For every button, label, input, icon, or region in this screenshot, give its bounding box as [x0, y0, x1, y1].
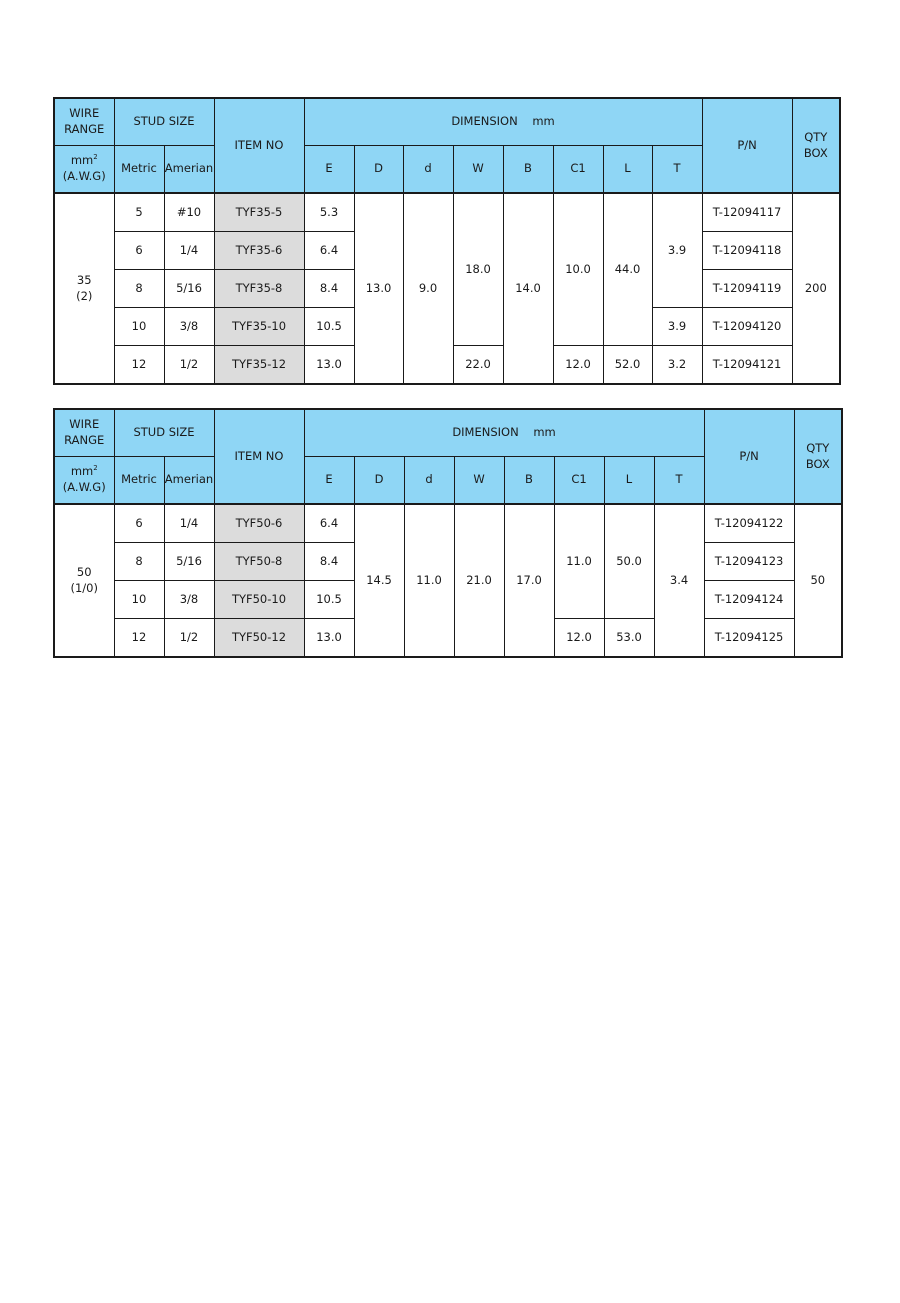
dim-t-cell: 3.9 — [652, 308, 702, 346]
dim-w-header: W — [454, 457, 504, 505]
metric-cell: 6 — [114, 504, 164, 543]
dim-e-cell: 6.4 — [304, 232, 354, 270]
dim-d-header: d — [404, 457, 454, 505]
item-no-cell: TYF35-5 — [214, 193, 304, 232]
wire-range-header: WIRE RANGE — [54, 98, 114, 146]
dim-w-cell: 21.0 — [454, 504, 504, 657]
dim-D-cell: 14.5 — [354, 504, 404, 657]
item-no-cell: TYF50-6 — [214, 504, 304, 543]
dim-l-cell: 53.0 — [604, 619, 654, 658]
item-no-cell: TYF50-12 — [214, 619, 304, 658]
dim-b-header: B — [503, 146, 553, 194]
metric-cell: 6 — [114, 232, 164, 270]
amerian-cell: 1/4 — [164, 504, 214, 543]
wire-range-header: WIRE RANGE — [54, 409, 114, 457]
amerian-cell: 1/4 — [164, 232, 214, 270]
dim-l-cell: 44.0 — [603, 193, 652, 346]
table-row — [54, 193, 840, 232]
dim-l-cell: 50.0 — [604, 504, 654, 619]
wire-range-cell: 35 (2) — [54, 193, 114, 384]
pn-header: P/N — [702, 98, 792, 193]
dim-w-cell: 22.0 — [453, 346, 503, 385]
dim-e-cell: 10.5 — [304, 308, 354, 346]
amerian-header: Amerian — [164, 146, 214, 194]
pn-cell: T-12094125 — [704, 619, 794, 658]
dim-t-header: T — [652, 146, 702, 194]
stud-size-header: STUD SIZE — [114, 409, 214, 457]
pn-cell: T-12094120 — [702, 308, 792, 346]
pn-cell: T-12094118 — [702, 232, 792, 270]
amerian-cell: 3/8 — [164, 581, 214, 619]
dim-e-cell: 5.3 — [304, 193, 354, 232]
dim-t-cell: 3.4 — [654, 504, 704, 657]
dim-c1-header: C1 — [553, 146, 603, 194]
item-no-cell: TYF35-12 — [214, 346, 304, 385]
item-no-header: ITEM NO — [214, 409, 304, 504]
metric-cell: 5 — [114, 193, 164, 232]
pn-cell: T-12094123 — [704, 543, 794, 581]
dim-b-header: B — [504, 457, 554, 505]
metric-cell: 10 — [114, 581, 164, 619]
metric-header: Metric — [114, 146, 164, 194]
item-no-header: ITEM NO — [214, 98, 304, 193]
amerian-cell: 1/2 — [164, 619, 214, 658]
dim-l-cell: 52.0 — [603, 346, 652, 385]
wire-range-cell: 50 (1/0) — [54, 504, 114, 657]
item-no-cell: TYF50-10 — [214, 581, 304, 619]
dim-d-cell: 11.0 — [404, 504, 454, 657]
dim-e-cell: 13.0 — [304, 619, 354, 658]
dim-b-cell: 14.0 — [503, 193, 553, 384]
dim-t-cell: 3.2 — [652, 346, 702, 385]
metric-cell: 8 — [114, 543, 164, 581]
dim-l-header: L — [604, 457, 654, 505]
metric-header: Metric — [114, 457, 164, 505]
qty-box-cell: 50 — [794, 504, 842, 657]
dim-c1-cell: 11.0 — [554, 504, 604, 619]
dim-w-cell: 18.0 — [453, 193, 503, 346]
dim-t-cell: 3.9 — [652, 193, 702, 308]
item-no-cell: TYF50-8 — [214, 543, 304, 581]
metric-cell: 12 — [114, 346, 164, 385]
dim-e-cell: 6.4 — [304, 504, 354, 543]
pn-cell: T-12094121 — [702, 346, 792, 385]
mm2-awg-header: $mm^2$ (A.W.G) — [54, 146, 114, 194]
amerian-cell: 5/16 — [164, 270, 214, 308]
amerian-header: Amerian — [164, 457, 214, 505]
dim-e-cell: 13.0 — [304, 346, 354, 385]
item-no-cell: TYF35-8 — [214, 270, 304, 308]
dim-d-cell: 9.0 — [403, 193, 453, 384]
dimension-header: DIMENSION mm — [304, 98, 702, 146]
spec-table-35 — [53, 97, 841, 385]
metric-cell: 12 — [114, 619, 164, 658]
dim-e-header: E — [304, 457, 354, 505]
dim-b-cell: 17.0 — [504, 504, 554, 657]
pn-cell: T-12094119 — [702, 270, 792, 308]
dim-c1-cell: 10.0 — [553, 193, 603, 346]
dim-t-header: T — [654, 457, 704, 505]
dim-l-header: L — [603, 146, 652, 194]
qty-box-cell: 200 — [792, 193, 840, 384]
amerian-cell: 3/8 — [164, 308, 214, 346]
dim-e-cell: 8.4 — [304, 270, 354, 308]
qty-box-header: QTY BOX — [792, 98, 840, 193]
dim-e-header: E — [304, 146, 354, 194]
metric-cell: 10 — [114, 308, 164, 346]
table-row — [54, 504, 842, 543]
pn-cell: T-12094117 — [702, 193, 792, 232]
dim-e-cell: 10.5 — [304, 581, 354, 619]
amerian-cell: 1/2 — [164, 346, 214, 385]
amerian-cell: #10 — [164, 193, 214, 232]
dim-D-cell: 13.0 — [354, 193, 403, 384]
stud-size-header: STUD SIZE — [114, 98, 214, 146]
pn-cell: T-12094124 — [704, 581, 794, 619]
dim-c1-cell: 12.0 — [553, 346, 603, 385]
dimension-header: DIMENSION mm — [304, 409, 704, 457]
dim-w-header: W — [453, 146, 503, 194]
qty-box-header: QTY BOX — [794, 409, 842, 504]
dim-c1-cell: 12.0 — [554, 619, 604, 658]
metric-cell: 8 — [114, 270, 164, 308]
spec-table-50 — [53, 408, 843, 658]
mm2-awg-header: $mm^2$ (A.W.G) — [54, 457, 114, 505]
item-no-cell: TYF35-10 — [214, 308, 304, 346]
dim-e-cell: 8.4 — [304, 543, 354, 581]
dim-d-header: d — [403, 146, 453, 194]
pn-cell: T-12094122 — [704, 504, 794, 543]
dim-D-header: D — [354, 146, 403, 194]
dim-D-header: D — [354, 457, 404, 505]
pn-header: P/N — [704, 409, 794, 504]
item-no-cell: TYF35-6 — [214, 232, 304, 270]
dim-c1-header: C1 — [554, 457, 604, 505]
amerian-cell: 5/16 — [164, 543, 214, 581]
